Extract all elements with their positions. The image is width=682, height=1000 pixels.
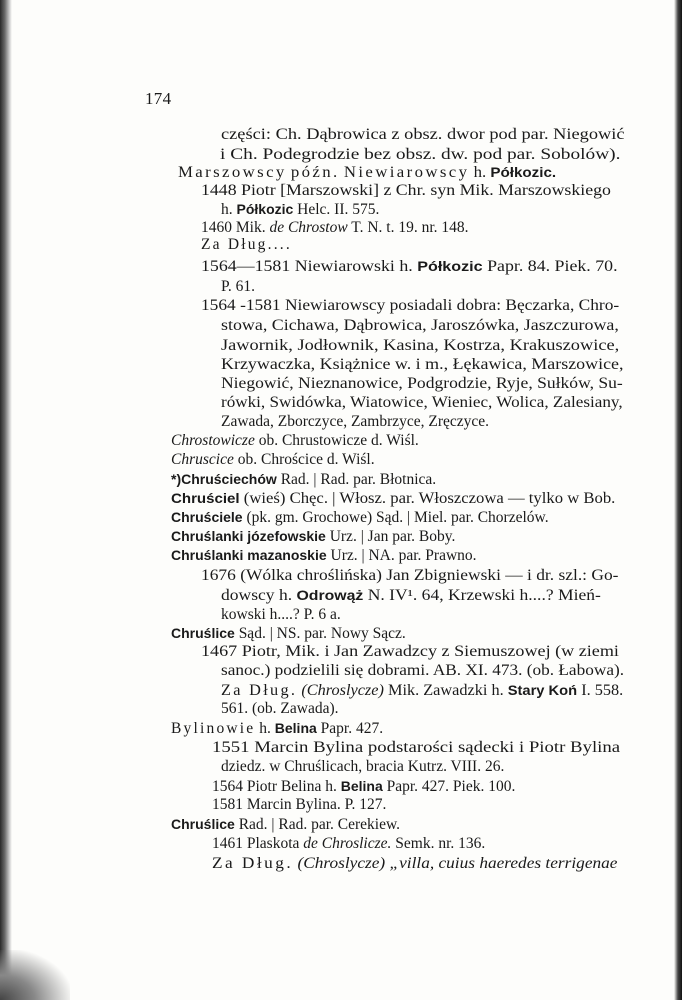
text-line: [201, 181, 611, 201]
text-line: [221, 412, 489, 432]
text-line: [171, 545, 477, 566]
text-run: 1564 Piotr Belina h.: [212, 778, 341, 795]
text-line: [171, 450, 375, 470]
text-run: dziedz. w Chruślicach, bracia Kutrz. VIII. 26.: [221, 758, 505, 775]
text-run: h.: [469, 164, 491, 181]
bold-term: Chruślice: [171, 625, 235, 641]
text-run: Urz. | Jan par. Boby.: [325, 528, 456, 545]
page-number: 174: [145, 89, 172, 108]
text-line: [221, 757, 504, 777]
text-run: Zawada, Zborczyce, Zambrzyce, Zręczyce.: [221, 413, 490, 430]
text-run: Niegowić, Nieznanowice, Podgrodzie, Ryje, Sułków, Su-: [221, 375, 623, 392]
text-line: [221, 680, 623, 701]
text-line: [221, 336, 619, 356]
text-line: [201, 642, 619, 662]
text-line: [221, 699, 339, 719]
text-line: [171, 526, 455, 547]
text-run: części: Ch. Dąbrowica z obsz. dwor pod par. Niegowić: [221, 126, 625, 143]
text-run: h.: [221, 201, 237, 218]
text-line: [212, 834, 485, 854]
italic-term: (Chroslycze): [301, 682, 384, 699]
text-run: Helc. II. 575.: [293, 201, 380, 218]
text-run: sanoc.) podzielili się dobrami. AB. XI. 473. (ob. Łabowa).: [221, 662, 625, 679]
italic-term: Chrostowicze: [171, 432, 255, 449]
text-run: 1564—1581 Niewiarowski h.: [201, 258, 418, 275]
text-line: [212, 795, 386, 815]
bold-term: Odrowąż: [296, 587, 364, 603]
text-run: Mik. Zawadzki h.: [383, 682, 508, 699]
text-line: [171, 718, 383, 739]
text-run: Niewiarowscy: [343, 164, 470, 181]
text-run: Papr. 84. Piek. 70.: [482, 258, 618, 275]
text-run: Urz. | NA. par. Prawno.: [326, 547, 477, 564]
text-run: Krzywaczka, Książnice w. i m., Łękawica, Marszowice,: [221, 356, 624, 373]
scan-shadow-corner: [0, 950, 70, 1000]
text-line: [221, 393, 623, 413]
text-line: [221, 125, 625, 145]
text-line: [221, 316, 619, 336]
text-run: Sąd. | NS. par. Nowy Sącz.: [234, 625, 406, 642]
bold-term: Chruściel: [171, 490, 240, 506]
bold-term: Półkozic.: [490, 164, 557, 180]
text-run: 1460 Mik.: [201, 219, 270, 236]
bold-term: Belina: [274, 720, 317, 736]
text-run: Jawornik, Jodłownik, Kasina, Kostrza, Krakuszowice,: [221, 337, 620, 354]
text-run: 1448 Piotr [Marszowski] z Chr. syn Mik. Marszowskiego: [201, 182, 611, 199]
text-run: Za Dług....: [201, 236, 292, 253]
text-run: ob. Chrustowicze d. Wiśl.: [254, 432, 419, 449]
text-run: Za Dług.: [212, 855, 294, 872]
text-line: [171, 431, 419, 451]
text-line: [212, 738, 620, 758]
text-run: dowscy h.: [221, 587, 297, 604]
text-line: [201, 256, 618, 277]
text-line: [221, 355, 624, 375]
text-line: [221, 374, 623, 394]
bold-term: Belina: [340, 778, 383, 794]
text-line: [212, 854, 617, 874]
text-line: [201, 235, 292, 255]
text-run: h.: [255, 720, 275, 737]
text-run: stowa, Cichawa, Dąbrowica, Jaroszówka, Jaszczurowa,: [221, 317, 619, 334]
text-run: 1461 Plaskota: [212, 835, 304, 852]
text-run: i Ch. Podegrodzie bez obsz. dw. pod par. Sobolów).: [220, 146, 621, 163]
italic-term: (Chroslycze) „villa, cuius haeredes terrigenae: [297, 855, 618, 872]
text-run: ob. Chrościce d. Wiśl.: [233, 451, 375, 468]
text-run: P. 61.: [221, 278, 256, 295]
text-run: Marszowscy: [178, 164, 287, 181]
italic-term: Chruscice: [171, 451, 234, 468]
bold-term: Stary Koń: [507, 682, 578, 698]
text-run: (pk. gm. Grochowe) Sąd. | Miel. par. Chorzelów.: [242, 509, 549, 526]
text-run: Rad. | Rad. par. Błotnica.: [276, 471, 437, 488]
text-line: [171, 507, 549, 528]
text-run: 1564 -1581 Niewiarowscy posiadali dobra: Bęczarka, Chro-: [201, 297, 620, 314]
text-run: (wieś) Chęc. | Włosz. par. Włoszczowa — tylko w Bob.: [239, 490, 616, 507]
text-line: [212, 776, 515, 797]
text-run: Papr. 427. Piek. 100.: [382, 778, 516, 795]
text-line: [221, 585, 601, 606]
italic-term: de Chroslicze.: [303, 835, 392, 852]
bold-term: Półkozic: [236, 201, 294, 217]
bold-term: Chruślanki mazanoskie: [171, 547, 327, 563]
text-line: [171, 814, 400, 835]
text-run: rówki, Swidówka, Wiatowice, Wieniec, Wolica, Zalesiany,: [221, 394, 623, 411]
text-run: Papr. 427.: [316, 720, 384, 737]
text-run: 1467 Piotr, Mik. i Jan Zawadzcy z Siemuszowej (w ziemi: [201, 643, 619, 660]
text-line: [221, 199, 379, 220]
scan-shadow-right: [674, 0, 682, 1000]
text-run: kowski h....? P. 6 a.: [221, 606, 341, 623]
bold-term: Chruściele: [171, 509, 243, 525]
text-run: I. 558.: [577, 682, 624, 699]
bold-term: *)Chruściechów: [171, 471, 277, 487]
text-line: [201, 296, 619, 316]
text-run: 561. (ob. Zawada).: [221, 700, 339, 717]
bold-term: Chruślice: [171, 816, 235, 832]
text-run: Semk. nr. 136.: [391, 835, 486, 852]
text-line: [171, 488, 615, 509]
text-run: Za Dług.: [221, 682, 298, 699]
text-line: [178, 162, 556, 183]
italic-term: de Chrostow: [269, 219, 348, 236]
text-line: [221, 605, 341, 625]
text-run: Bylinowie: [171, 720, 256, 737]
text-line: [171, 469, 436, 490]
text-run: 1551 Marcin Bylina podstarości sądecki i Piotr Bylina: [212, 739, 621, 756]
bold-term: Półkozic: [417, 258, 483, 274]
text-run: N. IV¹. 64, Krzewski h....? Mień-: [363, 587, 601, 604]
text-run: późn.: [290, 164, 340, 181]
text-run: 1581 Marcin Bylina. P. 127.: [212, 796, 387, 813]
text-line: [201, 566, 618, 586]
text-line: [221, 661, 624, 681]
text-run: 1676 (Wólka chroślińska) Jan Zbigniewski — i dr. szl.: Go-: [201, 567, 619, 584]
text-run: T. N. t. 19. nr. 148.: [347, 219, 469, 236]
text-line: [171, 623, 406, 644]
bold-term: Chruślanki józefowskie: [171, 528, 326, 544]
text-line: [221, 277, 255, 297]
text-run: Rad. | Rad. par. Cerekiew.: [234, 816, 401, 833]
scan-shadow-left: [0, 0, 12, 1000]
